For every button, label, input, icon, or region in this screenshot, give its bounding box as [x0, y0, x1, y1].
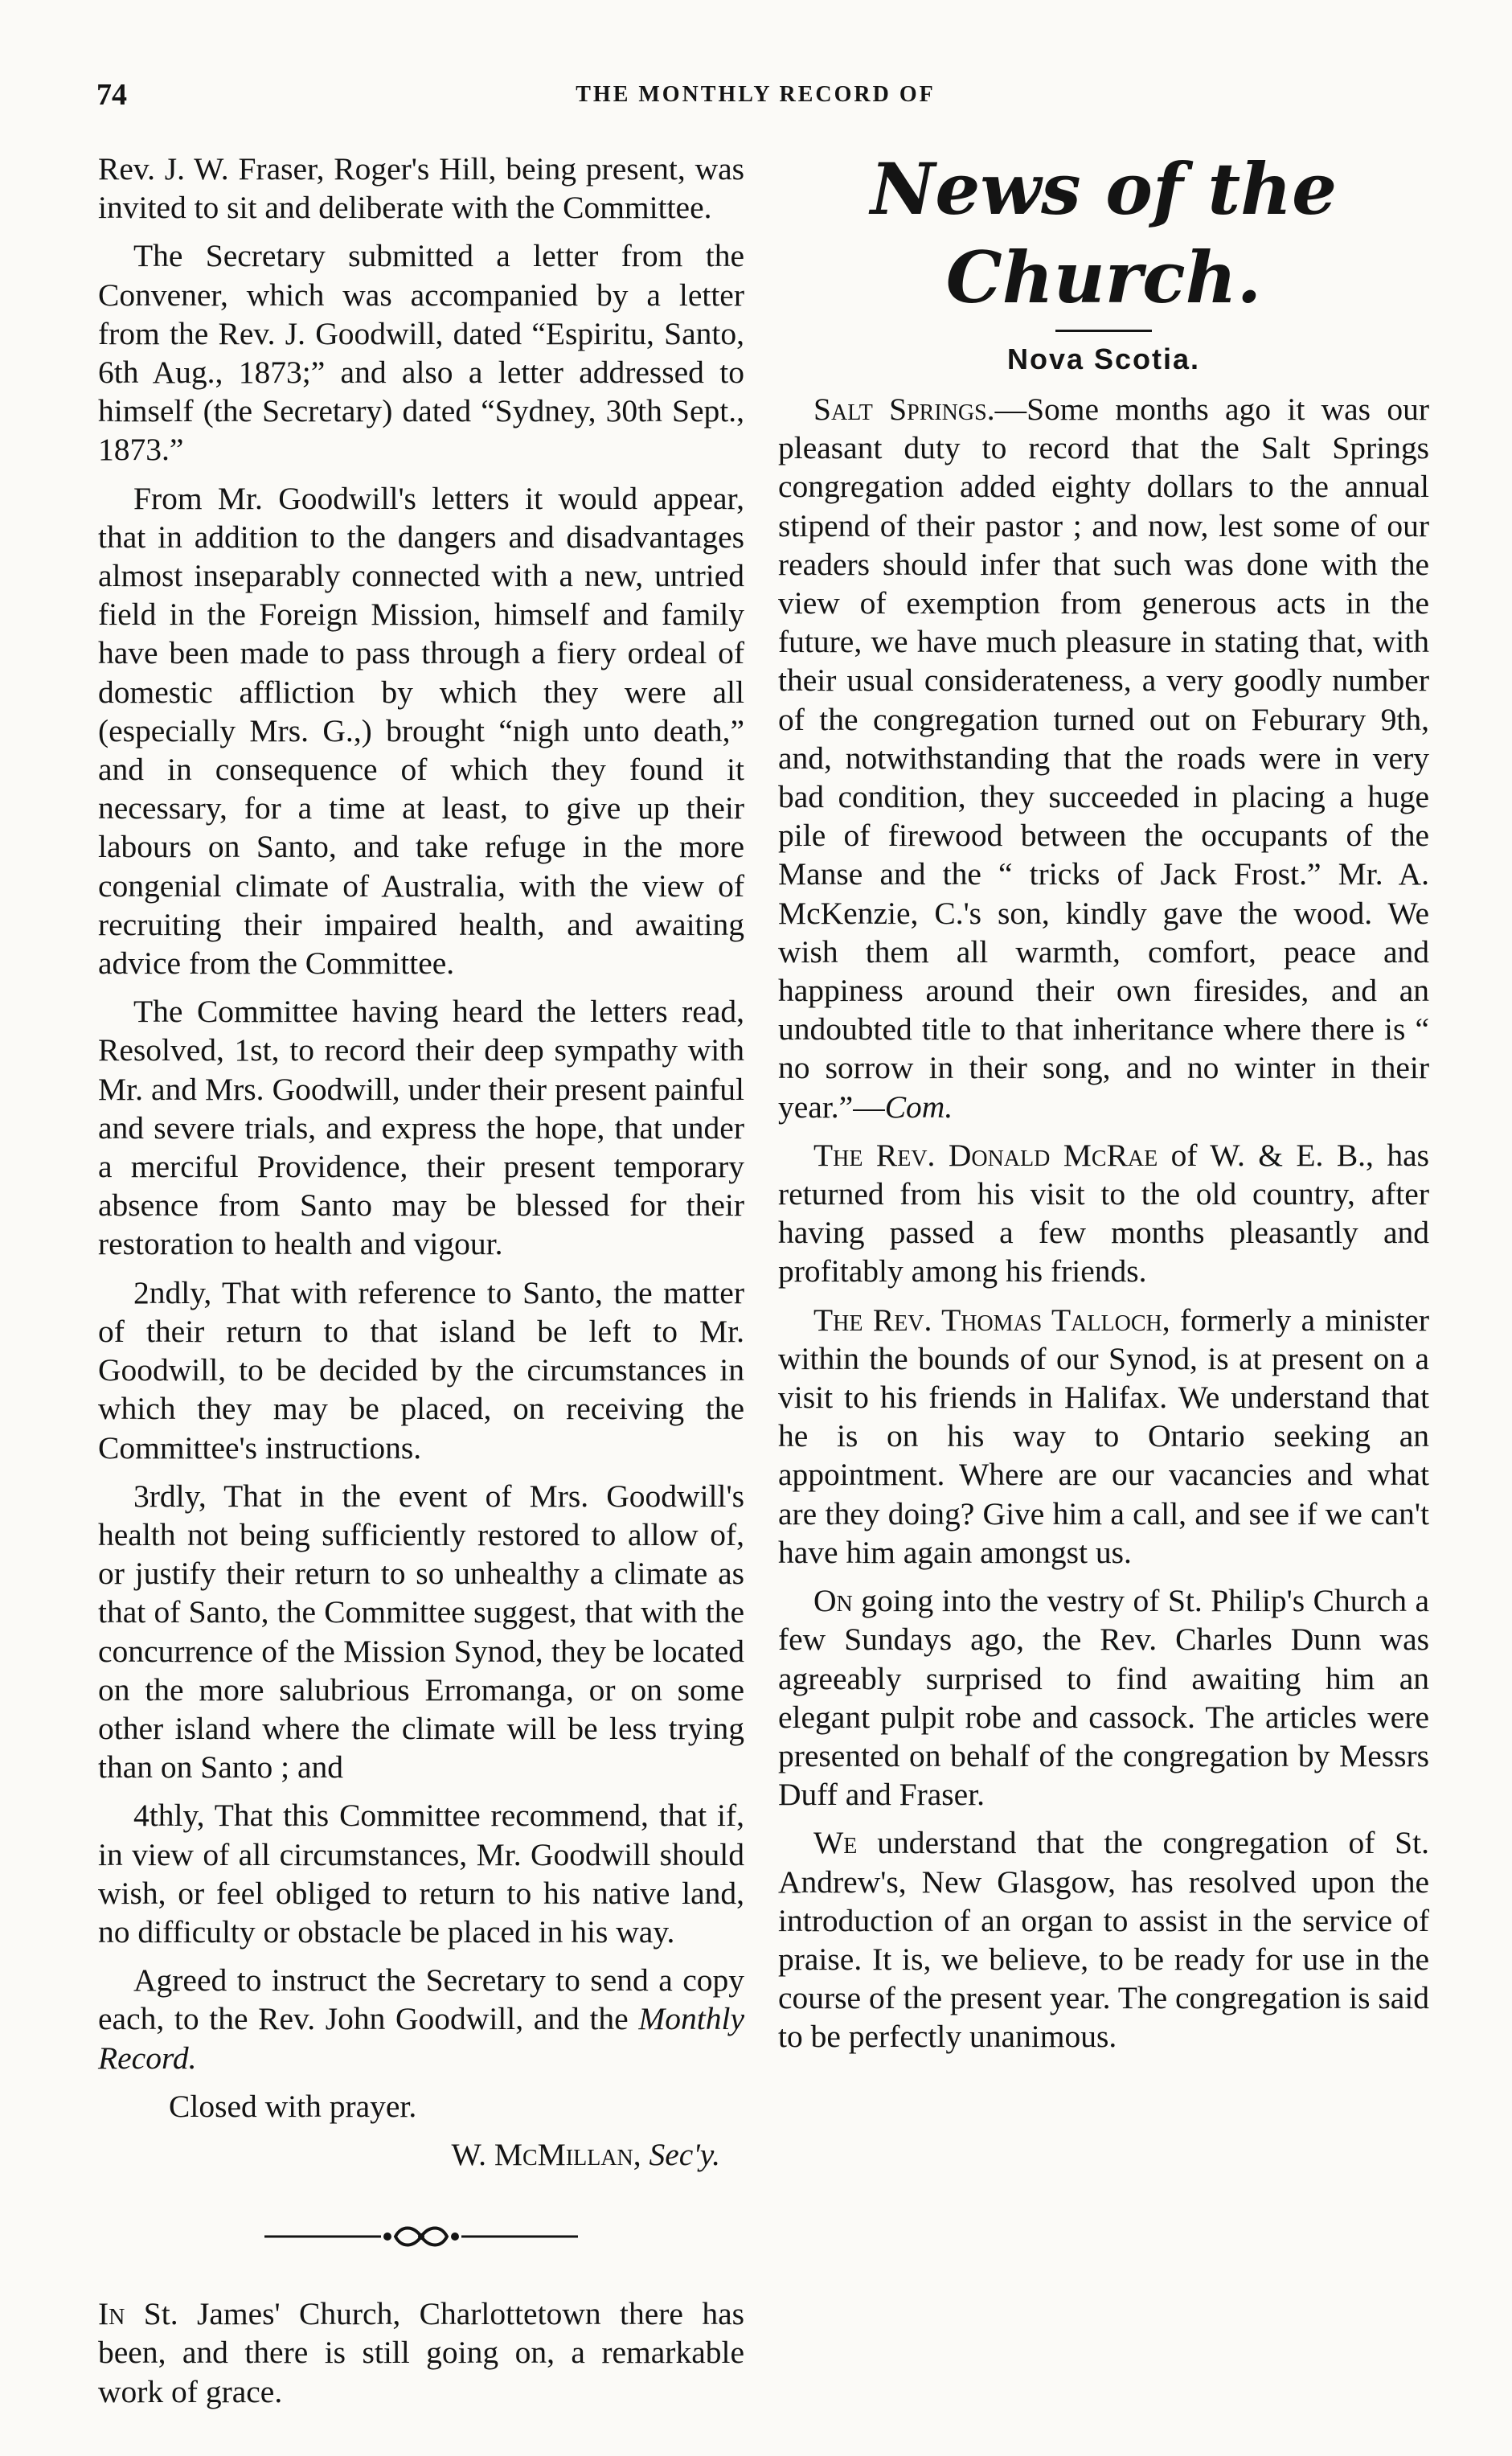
page-header: [96, 77, 1415, 112]
paragraph-talloch: [778, 1301, 1429, 1572]
salt-springs-text: —Some months ago it was our pleasant duty to record that the Salt Springs congregation added eighty dollars to the annual stipend of their pastor ; and now, lest some of our readers should infer that such was done with the view of exemption from generous acts in the future, we have much pleasure in stating that, with their usual considerateness, a very goodly number of the congregation turned out on Feburary 9th, and, notwithstanding that the roads were in very bad condition, they succeeded in placing a huge pile of firewood between the occupants of the Manse and the “ tricks of Jack Frost.” Mr. A. McKenzie, C.'s son, kindly gave the wood. We wish them all warmth, comfort, peace and happiness around their own firesides, and an undoubted title to that inheritance where there is “ no sorrow in their song, and no winter in their year.”—: [778, 392, 1429, 1125]
paragraph-st-philips: [778, 1581, 1429, 1814]
paragraph-agreed: [98, 1961, 744, 2077]
signature-title: Sec'y.: [649, 2136, 720, 2172]
right-column: [778, 145, 1429, 2056]
monthly-record-title: Monthly Record.: [98, 2001, 744, 2076]
salt-springs-signature: Com.: [884, 1089, 953, 1125]
signature-name: W. McMillan,: [451, 2136, 641, 2172]
st-philips-dropcap: On: [813, 1583, 853, 1619]
paragraph-resolution-third: 3rdly, That in the event of Mrs. Goodwill's health not being sufficiently restored to allow of, or justify their return to so unhealthy a climate as that of Santo, the Committee suggest, that with the concurrence of the Mission Synod, they be located on the more salubrious Erromanga, or on some other island where the climate will be less trying than on Santo ; and: [98, 1478, 744, 1786]
organ-dropcap: We: [813, 1825, 858, 1861]
paragraph-fraser: Rev. J. W. Fraser, Roger's Hill, being present, was invited to sit and deliberate with the Committee.: [98, 151, 744, 226]
mcrae-lead: The Rev. Donald McRae: [813, 1137, 1158, 1173]
mcrae-text: of W. & E. B., has returned from his visit to the old country, after having passed a few months pleasantly and profitably among his friends.: [778, 1137, 1429, 1290]
st-james-dropcap: In: [98, 2296, 125, 2332]
agreed-text: Agreed to instruct the Secretary to send a copy each, to the Rev. John Goodwill, and the: [98, 1962, 744, 2037]
paragraph-resolution-second: 2ndly, That with reference to Santo, the matter of their return to that island be left to Mr. Goodwill, to be decided by the circumstances in which they may be placed, on receiving the Committee's instructions.: [98, 1274, 744, 1466]
closing-prayer: Closed with prayer.: [169, 2088, 417, 2124]
organ-text: understand that the congregation of St. Andrew's, New Glasgow, has resolved upon the introduction of an organ to assist in the service of praise. It is, we believe, to be ready for use in the course of the present year. The congregation is said to be perfectly unanimous.: [778, 1825, 1429, 2055]
ornament-divider: [260, 2220, 582, 2253]
st-philips-text: going into the vestry of St. Philip's Church a few Sundays ago, the Rev. Charles Dunn was agreeably surprised to find awaiting him an elegant pulpit robe and cassock. The articles were presented on behalf of the congregation by Messrs Duff and Fraser.: [778, 1583, 1429, 1813]
talloch-text: formerly a minister within the bounds of our Synod, is at present on a visit to his friends in Halifax. We understand that he is on his way to Ontario seeking an appointment. Where are our vacancies and what are they doing? Give him a call, and see if we can't have him again amongst us.: [778, 1302, 1429, 1570]
paragraph-goodwill-letters: From Mr. Goodwill's letters it would appear, that in addition to the dangers and disadvantages almost inseparably connected with a new, untried field in the Foreign Mission, himself and family have been made to pass through a fiery ordeal of domestic affliction by which they were all (especially Mrs. G.,) brought “nigh unto death,” and in consequence of which they found it necessary, for a time at least, to give up their labours on Santo, and take refuge in the more congenial climate of Australia, with the view of recruiting their impaired health, and awaiting advice from the Committee.: [98, 480, 744, 982]
page-number: 74: [96, 78, 127, 112]
section-title: News of the Church.: [870, 147, 1338, 319]
title-rule: [1055, 330, 1152, 332]
paragraph-secretary-letters: The Secretary submitted a letter from the Convener, which was accompanied by a letter from the Rev. J. Goodwill, dated “Espiritu, Santo, 6th Aug., 1873;” and also a letter addressed to himself (the Secretary) dated “Sydney, 30th Sept., 1873.”: [98, 238, 744, 468]
salt-springs-lead: Salt Springs.: [813, 392, 995, 427]
paragraph-resolution-first: The Committee having heard the letters read, Resolved, 1st, to record their deep sympathy with Mr. and Mrs. Goodwill, under their present painful and severe trials, and express the hope, that under a merciful Providence, their present temporary absence from Santo may be blessed for their restoration to health and vigour.: [98, 994, 744, 1262]
subsection-nova-scotia: Nova Scotia.: [1006, 342, 1201, 375]
running-title: THE MONTHLY RECORD OF: [576, 82, 936, 107]
paragraph-organ: [778, 1823, 1429, 2056]
paragraph-mcrae: [778, 1136, 1429, 1291]
paragraph-salt-springs: [778, 390, 1429, 1126]
talloch-lead: The Rev. Thomas Talloch,: [813, 1302, 1170, 1338]
paragraph-resolution-fourth: 4thly, That this Committee recommend, that if, in view of all circumstances, Mr. Goodwill should wish, or feel obliged to return to his native land, no difficulty or obstacle be placed in his way.: [98, 1798, 744, 1950]
signature: [98, 2135, 744, 2174]
st-james-text: St. James' Church, Charlottetown there has been, and there is still going on, a remarkable work of grace.: [98, 2296, 744, 2409]
paragraph-st-james: [98, 2294, 744, 2411]
left-column: [98, 150, 744, 2411]
